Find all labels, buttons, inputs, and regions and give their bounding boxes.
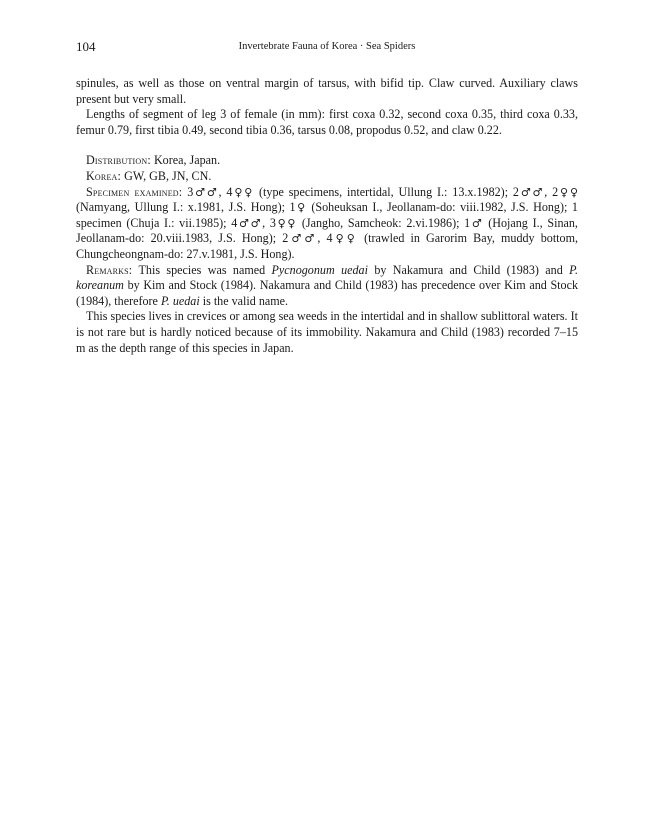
distribution-entry xyxy=(76,153,578,169)
specimen-label: Specimen examined: xyxy=(86,184,183,199)
specimen-text: (type specimens, intertidal, Ullung I.: 13.x.1982); 2 xyxy=(254,184,519,199)
body-text xyxy=(76,76,578,356)
distribution-text: Korea, Japan. xyxy=(150,153,221,168)
male-symbol: ♂♂ xyxy=(288,232,318,246)
remarks-text: is the valid name. xyxy=(199,293,289,308)
korea-text: GW, GB, JN, CN. xyxy=(121,168,212,183)
paragraph-habitat: This species lives in crevices or among sea weeds in the intertidal and in shallow sublittoral waters. It is not rare but is hardly noticed because of its immobility. Nakamura and Child (1983) recorded 7–15 m as the depth range of this species in Japan. xyxy=(76,309,578,355)
species-name: Pycnogonum uedai xyxy=(271,262,368,277)
korea-label: Korea: xyxy=(86,168,122,183)
specimen-entry xyxy=(76,185,578,263)
distribution-label: Distribution: xyxy=(86,153,151,168)
specimen-text: 3 xyxy=(182,184,194,199)
specimen-text: , 4 xyxy=(218,184,233,199)
remarks-text: This species was named xyxy=(132,262,272,277)
remarks-entry xyxy=(76,263,578,310)
male-symbol: ♂♂ xyxy=(193,185,219,199)
specimen-text: (Namyang, Ullung I.: x.1981, J.S. Hong); 1 xyxy=(76,200,296,215)
remarks-text: by Nakamura and Child (1983) and xyxy=(367,262,570,277)
page xyxy=(76,38,578,356)
running-head xyxy=(76,38,578,56)
specimen-text: (Hojang I., Sinan, Jeollanam-do: 20.viii.1983, J.S. Hong); 2 xyxy=(76,215,578,246)
female-symbol: ♀♀ xyxy=(558,185,579,199)
specimen-text: , 4 xyxy=(317,231,333,246)
female-symbol: ♀♀ xyxy=(332,232,358,246)
specimen-text: (Jangho, Samcheok: 2.vi.1986); 1 xyxy=(297,215,471,230)
female-symbol: ♀♀ xyxy=(232,185,255,199)
specimen-text: (Soheuksan I., Jeollanam-do: viii.1982, J.S. Hong); 1 specimen (Chuja I.: vii.1985); 4 xyxy=(76,200,578,230)
female-symbol: ♀♀ xyxy=(275,216,298,230)
male-symbol: ♂ xyxy=(470,216,484,230)
male-symbol: ♂♂ xyxy=(237,216,263,230)
section-gap xyxy=(76,138,578,153)
paragraph-leg-description: spinules, as well as those on ventral margin of tarsus, with bifid tip. Claw curved. Auxiliary claws present but very small. xyxy=(76,76,578,106)
remarks-label: Remarks: xyxy=(86,262,133,277)
specimen-text: (trawled in Garorim Bay, muddy bottom, Chungcheongnam-do: 27.v.1981, J.S. Hong). xyxy=(76,231,579,261)
remarks-text: by Kim and Stock (1984). Nakamura and Child (1983) has precedence over Kim and Stock (1984), therefore xyxy=(76,278,578,308)
page-number: 104 xyxy=(76,39,96,54)
specimen-text: , 2 xyxy=(544,184,559,199)
running-title: Invertebrate Fauna of Korea · Sea Spiders xyxy=(238,41,416,52)
female-symbol: ♀ xyxy=(295,201,307,215)
male-symbol: ♂♂ xyxy=(518,185,545,199)
paragraph-leg-lengths: Lengths of segment of leg 3 of female (in mm): first coxa 0.32, second coxa 0.35, third coxa 0.33, femur 0.79, first tibia 0.49, second tibia 0.36, tarsus 0.08, propodus 0.52, and claw 0.22. xyxy=(76,107,578,137)
specimen-text: , 3 xyxy=(262,215,276,230)
korea-entry xyxy=(76,169,578,185)
species-name: P. koreanum xyxy=(76,262,578,293)
species-name: P. uedai xyxy=(160,293,200,308)
